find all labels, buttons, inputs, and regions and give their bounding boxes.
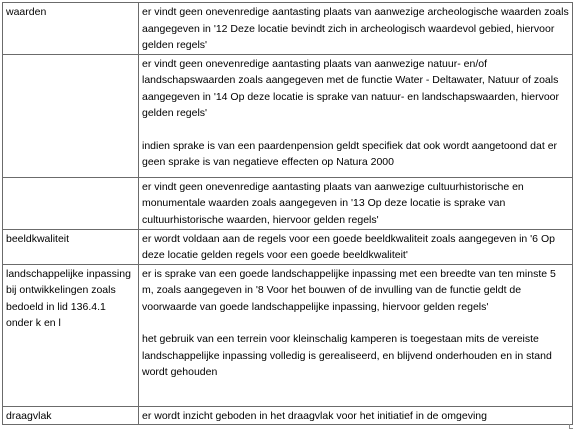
rule-paragraph: er vindt geen onevenredige aantasting plaats van aanwezige natuur- en/of landschapswaarden zoals aangegeven met de functie Water - Deltawater, Natuur of zoals aangegeven in '14 Op deze locatie is sprake van natuur- en landschapswaarden, hiervoor gelden regels' [142,57,560,119]
row-label: waarden [6,6,47,18]
rule-paragraph: het gebruik van een terrein voor kleinschalig kamperen is toegestaan mits de vereiste landschappelijke inpassing volledig is gerealiseerd, en blijvend onderhouden en in stand wordt gehouden [142,333,552,378]
row-label-cell [3,264,139,406]
row-rule-cell [139,406,573,425]
row-rule-cell [139,177,573,229]
row-label-cell [3,54,139,177]
row-label: beeldkwaliteit [6,232,70,245]
row-rule-cell [139,229,573,264]
rule-paragraph: er wordt voldaan aan de regels voor een goede beeldkwaliteit zoals aangegeven in '6 Op deze locatie gelden regels voor een goede beeldkwaliteit' [142,232,555,261]
row-label-cell [3,3,139,55]
rule-paragraph: er is sprake van een goede landschappelijke inpassing met een breedte van ten minste 5 m, zoals aangegeven in '8 Voor het bouwen of de invulling van de functie geldt de voorwaarde van goede landschappelijke inpassing, hiervoor gelden regels' [142,267,556,313]
table-row [3,3,573,55]
table-row [3,229,573,264]
row-label-cell [3,229,139,264]
rules-table [2,2,573,425]
row-label: landschappelijke inpassing bij ontwikkelingen zoals bedoeld in lid 136.4.1 onder k en l [6,267,131,329]
table-row [3,264,573,406]
table-row [3,406,573,425]
row-rule-cell [139,54,573,177]
table-row [3,177,573,229]
rule-paragraph: indien sprake is van een paardenpension geldt specifiek dat ook wordt aangetoond dat er geen sprake is van negatieve effecten op Natura 2000 [142,139,558,168]
row-label-cell [3,177,139,229]
table-row [3,54,573,177]
rule-paragraph: er vindt geen onevenredige aantasting plaats van aanwezige archeologische waarden zoals aangegeven in '12 Deze locatie bevindt zich in archeologisch waardevol gebied, hiervoor gelden regels' [142,6,569,51]
row-rule-cell [139,3,573,55]
row-label: draagvlak [6,409,52,422]
row-rule-cell [139,264,573,406]
rule-paragraph: er wordt inzicht geboden in het draagvlak voor het initiatief in de omgeving [142,409,487,422]
corner-mark [569,424,573,429]
row-label-cell [3,406,139,425]
rule-paragraph: er vindt geen onevenredige aantasting plaats van aanwezige cultuurhistorische en monumentale waarden zoals aangegeven in '13 Op deze locatie is sprake van cultuurhistorische waarden, hiervoor gelden regels' [142,180,524,226]
